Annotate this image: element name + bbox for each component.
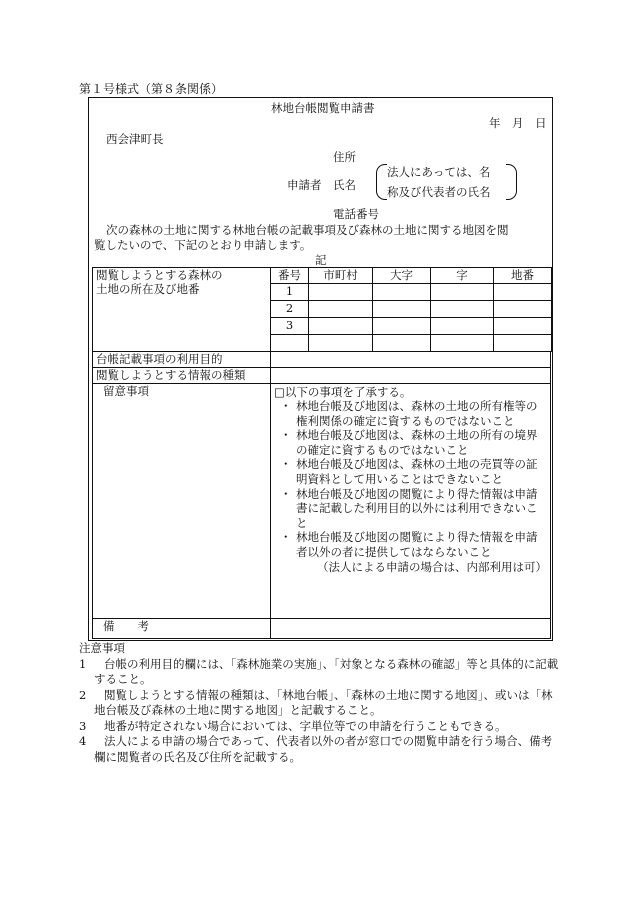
- corporate-note-line2: 称及び代表者の氏名: [387, 185, 491, 199]
- header-aza: 字: [431, 268, 494, 284]
- row-number: [271, 335, 309, 352]
- municipality-cell[interactable]: [309, 335, 373, 352]
- form-title: 林地台帳閲覧申請書: [271, 101, 375, 115]
- date-line[interactable]: 年 月 日: [489, 116, 547, 130]
- municipality-cell[interactable]: [309, 284, 373, 301]
- list-item: ・ 林地台帳及び地図の閲覧により得た情報を申請者以外の者に提供してはならないこと （法人による申請の場合は、内部利用は可）: [280, 530, 547, 574]
- list-item: 2 閲覧しようとする情報の種類は、「林地台帳」、「森林の土地に関する地図」、或いは「林地台帳及び森林の土地に関する地図」と記載すること。: [79, 687, 553, 717]
- notes-heading: 注意事項: [79, 641, 125, 655]
- body-line-1: 次の森林の土地に関する林地台帳の記載事項及び森林の土地に関する地図を閲: [106, 223, 509, 237]
- remarks-label: 備 考: [93, 619, 271, 639]
- corporate-note-line1: 法人にあっては、名: [387, 165, 491, 179]
- corporate-internal-use-note: （法人による申請の場合は、内部利用は可）: [317, 559, 547, 574]
- list-item: ・ 林地台帳及び地図は、森林の土地の所有権等の権利関係の確定に資するものではないこと: [280, 399, 538, 428]
- bracket-left: [376, 164, 387, 200]
- notice-content-cell: [271, 384, 551, 619]
- ki-heading: 記: [315, 253, 327, 267]
- notice-label: 留意事項: [93, 384, 271, 619]
- oaza-cell[interactable]: [373, 284, 431, 301]
- lot-number-cell[interactable]: [494, 335, 552, 352]
- location-label-line2: 土地の所在及び地番: [96, 282, 200, 296]
- list-item: ・ 林地台帳及び地図の閲覧により得た情報は申請書に記載した利用目的以外には利用できないこと: [280, 486, 538, 530]
- header-number: 番号: [271, 268, 309, 284]
- header-municipality: 市町村: [309, 268, 373, 284]
- aza-cell[interactable]: [431, 301, 494, 318]
- purpose-field[interactable]: [271, 352, 551, 368]
- purpose-label: 台帳記載事項の利用目的: [93, 352, 271, 368]
- aza-cell[interactable]: [431, 335, 494, 352]
- body-line-2: 覧したいので、下記のとおり申請します。: [94, 238, 312, 252]
- addressee: 西会津町長: [106, 132, 164, 146]
- row-number: 3: [271, 318, 309, 335]
- municipality-cell[interactable]: [309, 318, 373, 335]
- aza-cell[interactable]: [431, 284, 494, 301]
- row-number: 2: [271, 301, 309, 318]
- oaza-cell[interactable]: [373, 335, 431, 352]
- list-item: ・ 林地台帳及び地図は、森林の土地の所有の境界の確定に資するものではないこと: [280, 428, 538, 457]
- applicant-label: 申請者: [287, 178, 322, 192]
- location-table: [92, 267, 552, 352]
- oaza-cell[interactable]: [373, 301, 431, 318]
- notes-section: [79, 641, 559, 765]
- info-type-label: 閲覧しようとする情報の種類: [93, 368, 271, 384]
- acknowledge-checkbox[interactable]: □以下の事項を了承する。: [274, 385, 412, 399]
- phone-label: 電話番号: [333, 207, 379, 221]
- remarks-field[interactable]: [271, 619, 551, 639]
- list-item: 4 法人による申請の場合であって、代表者以外の者が窓口での閲覧申請を行う場合、備考欄に閲覧者の氏名及び住所を記載する。: [79, 734, 553, 764]
- list-item: 1 台帳の利用目的欄には、「森林施業の実施」、「対象となる森林の確認」等と具体的に記載すること。: [79, 656, 559, 686]
- form-number-label: 第１号様式（第８条関係）: [79, 82, 224, 96]
- location-label-cell: [93, 268, 271, 352]
- lot-number-cell[interactable]: [494, 284, 552, 301]
- lot-number-cell[interactable]: [494, 301, 552, 318]
- details-table: [92, 351, 551, 639]
- aza-cell[interactable]: [431, 318, 494, 335]
- list-item: ・ 林地台帳及び地図は、森林の土地の売買等の証明資料として用いることはできないこと: [280, 457, 538, 486]
- oaza-cell[interactable]: [373, 318, 431, 335]
- municipality-cell[interactable]: [309, 301, 373, 318]
- lot-number-cell[interactable]: [494, 318, 552, 335]
- header-lot-number: 地番: [494, 268, 552, 284]
- info-type-field[interactable]: [271, 368, 551, 384]
- name-label: 氏名: [333, 178, 356, 192]
- address-label: 住所: [333, 150, 356, 164]
- header-oaza: 大字: [373, 268, 431, 284]
- bracket-right: [506, 164, 517, 200]
- row-number: 1: [271, 284, 309, 301]
- notice-list: [274, 399, 547, 574]
- list-item: 3 地番が特定されない場合においては、字単位等での申請を行うこともできる。: [79, 718, 507, 733]
- location-label-line1: 閲覧しようとする森林の: [96, 268, 223, 282]
